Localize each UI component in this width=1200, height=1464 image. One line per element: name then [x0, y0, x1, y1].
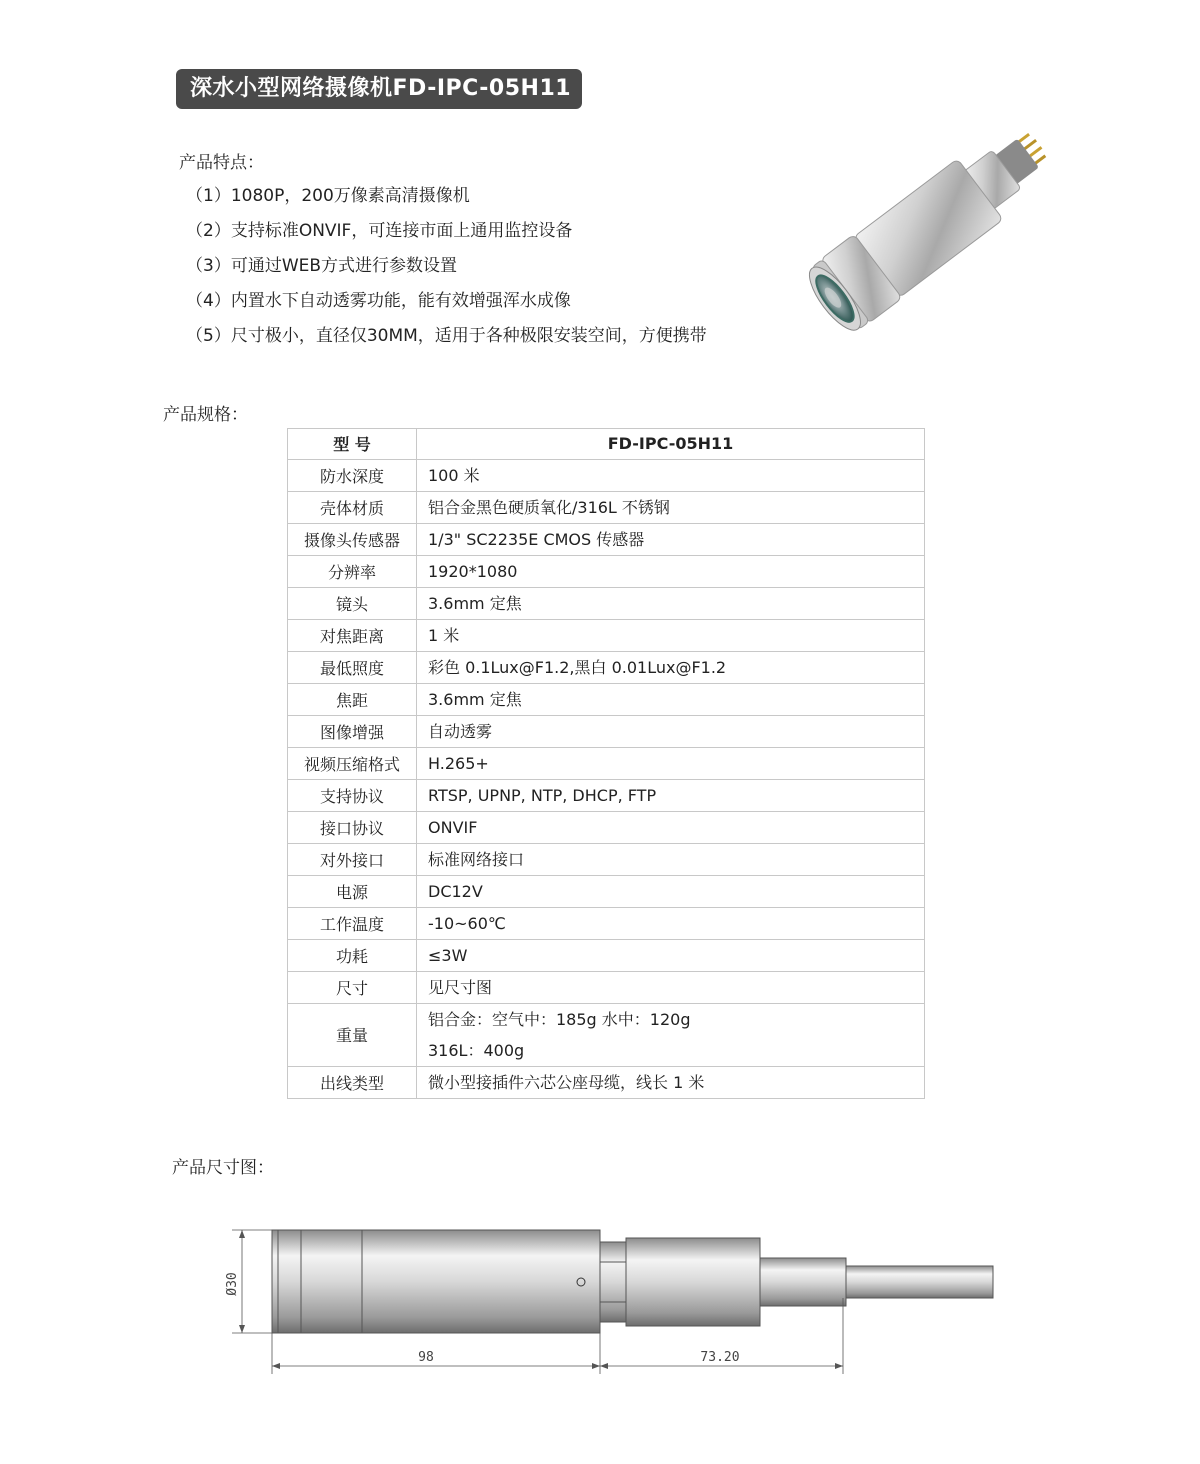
feature-item: （5）尺寸极小，直径仅30MM，适用于各种极限安装空间，方便携带	[186, 326, 707, 346]
spec-value	[417, 715, 925, 747]
spec-row	[288, 1066, 925, 1098]
spec-key: 工作温度	[288, 907, 417, 939]
spec-key: 尺寸	[288, 971, 417, 1003]
spec-value-line: 1/3" SC2235E CMOS 传感器	[428, 529, 645, 549]
spec-value-line: 见尺寸图	[428, 977, 493, 997]
spec-key: 电源	[288, 875, 417, 907]
spec-value	[417, 459, 925, 491]
spec-key: 最低照度	[288, 651, 417, 683]
spec-key: 焦距	[288, 683, 417, 715]
spec-value-line: 1 米	[428, 625, 460, 645]
spec-key: 摄像头传感器	[288, 523, 417, 555]
diameter-label: Ø30	[225, 1272, 240, 1296]
spec-value	[417, 939, 925, 971]
spec-value-line: 316L：400g	[428, 1040, 525, 1060]
spec-key: 壳体材质	[288, 491, 417, 523]
spec-row	[288, 971, 925, 1003]
spec-value-line: DC12V	[428, 881, 483, 901]
spec-value	[417, 683, 925, 715]
spec-value-line: 自动透雾	[428, 721, 493, 741]
spec-value-line: RTSP, UPNP, NTP, DHCP, FTP	[428, 785, 657, 805]
spec-key: 重量	[288, 1003, 417, 1066]
spec-value-line: ONVIF	[428, 817, 478, 837]
spec-value	[417, 907, 925, 939]
spec-row	[288, 843, 925, 875]
spec-row	[288, 683, 925, 715]
spec-value-line: 1920*1080	[428, 561, 518, 581]
dimensions-heading: 产品尺寸图：	[172, 1158, 274, 1178]
page-title: 深水小型网络摄像机FD-IPC-05H11	[176, 69, 582, 109]
spec-value-line: H.265+	[428, 753, 489, 773]
features-list	[186, 184, 707, 359]
camera-product-image	[786, 90, 1076, 350]
spec-value-line: 铝合金：空气中：185g 水中：120g	[428, 1009, 691, 1029]
spec-value	[417, 843, 925, 875]
spec-key: 对外接口	[288, 843, 417, 875]
spec-row	[288, 555, 925, 587]
spec-row	[288, 811, 925, 843]
feature-item: （4）内置水下自动透雾功能，能有效增强浑水成像	[186, 291, 571, 311]
feature-item: （2）支持标准ONVIF，可连接市面上通用监控设备	[186, 221, 573, 241]
spec-value	[417, 651, 925, 683]
spec-value	[417, 491, 925, 523]
spec-table	[287, 428, 925, 1099]
spec-value	[417, 523, 925, 555]
spec-value-line: 标准网络接口	[428, 849, 525, 869]
spec-key: 支持协议	[288, 779, 417, 811]
spec-header-value: FD-IPC-05H11	[417, 429, 925, 460]
spec-value-line: 铝合金黑色硬质氧化/316L 不锈钢	[428, 497, 670, 517]
spec-key: 防水深度	[288, 459, 417, 491]
spec-value	[417, 619, 925, 651]
spec-key: 功耗	[288, 939, 417, 971]
spec-value-line: 微小型接插件六芯公座母缆，线长 1 米	[428, 1072, 705, 1092]
spec-row	[288, 491, 925, 523]
spec-row	[288, 747, 925, 779]
spec-value	[417, 779, 925, 811]
spec-value-line: 彩色 0.1Lux@F1.2,黑白 0.01Lux@F1.2	[428, 657, 727, 677]
spec-row	[288, 875, 925, 907]
spec-row	[288, 651, 925, 683]
spec-value-line: ≤3W	[428, 945, 468, 965]
spec-value	[417, 1066, 925, 1098]
spec-value	[417, 747, 925, 779]
spec-key: 分辨率	[288, 555, 417, 587]
spec-value	[417, 555, 925, 587]
spec-value-line: -10~60℃	[428, 913, 506, 933]
spec-row	[288, 779, 925, 811]
specs-heading: 产品规格：	[163, 405, 248, 425]
spec-header-row	[288, 429, 925, 460]
spec-key: 视频压缩格式	[288, 747, 417, 779]
spec-value	[417, 587, 925, 619]
feature-item: （3）可通过WEB方式进行参数设置	[186, 256, 458, 276]
spec-key: 图像增强	[288, 715, 417, 747]
spec-row	[288, 907, 925, 939]
spec-header-key: 型 号	[288, 429, 417, 460]
body-length-label: 98	[418, 1350, 434, 1365]
features-heading: 产品特点：	[179, 153, 264, 173]
spec-value	[417, 811, 925, 843]
spec-row	[288, 619, 925, 651]
spec-row	[288, 939, 925, 971]
spec-value-line: 3.6mm 定焦	[428, 689, 522, 709]
spec-key: 镜头	[288, 587, 417, 619]
spec-value-line: 100 米	[428, 465, 480, 485]
spec-row	[288, 459, 925, 491]
spec-row	[288, 715, 925, 747]
feature-item: （1）1080P，200万像素高清摄像机	[186, 186, 470, 206]
spec-value	[417, 875, 925, 907]
spec-value	[417, 1003, 925, 1066]
spec-row	[288, 1003, 925, 1066]
spec-row	[288, 523, 925, 555]
spec-value	[417, 971, 925, 1003]
spec-key: 接口协议	[288, 811, 417, 843]
tail-length-label: 73.20	[700, 1350, 740, 1365]
spec-value-line: 3.6mm 定焦	[428, 593, 522, 613]
dimension-drawing	[210, 1218, 1010, 1388]
spec-row	[288, 587, 925, 619]
spec-key: 出线类型	[288, 1066, 417, 1098]
spec-key: 对焦距离	[288, 619, 417, 651]
